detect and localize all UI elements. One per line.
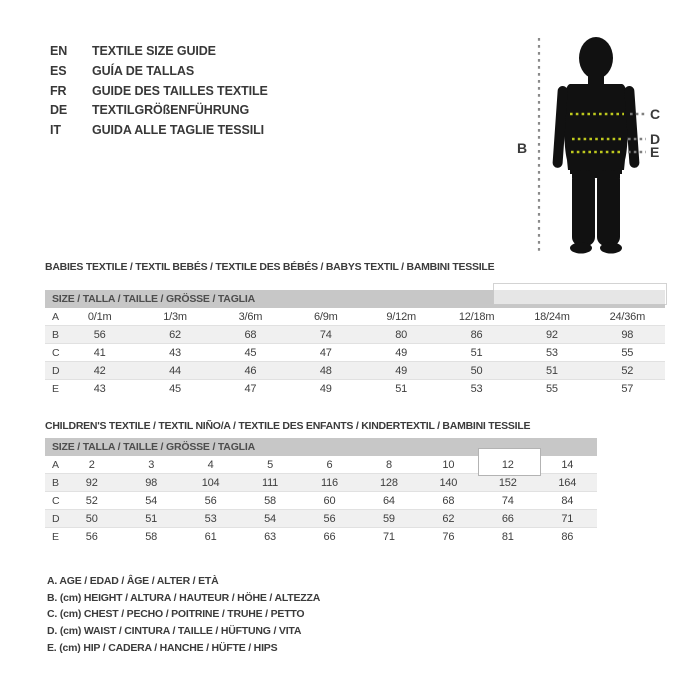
table-cell: 63 — [264, 530, 276, 543]
row-label: A — [52, 310, 59, 323]
table-cell: 41 — [93, 346, 106, 359]
children-section-title: CHILDREN'S TEXTILE / TEXTIL NIÑO/A / TEXTILE DES ENFANTS / KINDERTEXTIL / BAMBINI TESSILE — [45, 420, 531, 432]
table-row — [45, 474, 597, 492]
table-cell: 74 — [288, 326, 363, 344]
row-label: B — [45, 326, 62, 344]
size-cell: 18/24m — [534, 310, 570, 323]
table-cell: 56 — [204, 494, 217, 507]
table-cell: 74 — [501, 494, 514, 507]
table-cell: 86 — [439, 326, 514, 344]
table-cell: 152 — [478, 474, 537, 492]
table-cell: 43 — [93, 382, 106, 395]
size-cell: 9/12m — [386, 310, 416, 323]
table-row — [45, 344, 665, 362]
language-row-es — [50, 62, 268, 82]
table-row — [45, 362, 665, 380]
measurement-figure — [500, 20, 700, 260]
table-cell: 52 — [85, 494, 98, 507]
size-cell: 14 — [561, 458, 574, 471]
language-label: GUIDA ALLE TAGLIE TESSILI — [92, 123, 265, 138]
row-label: B — [45, 474, 62, 492]
language-list — [50, 42, 268, 141]
size-cell: 12/18m — [458, 310, 495, 323]
table-cell: 45 — [169, 382, 181, 395]
table-cell: 53 — [181, 510, 240, 528]
table-row — [45, 510, 597, 528]
table-cell: 116 — [300, 474, 359, 492]
table-cell: 52 — [590, 362, 665, 380]
row-label: E — [52, 530, 59, 543]
table-cell: 54 — [240, 510, 299, 528]
table-row — [45, 456, 597, 474]
size-header-bar: SIZE / TALLA / TAILLE / GRÖSSE / TAGLIA — [45, 290, 665, 308]
child-silhouette-icon — [500, 20, 700, 260]
table-cell: 56 — [85, 530, 98, 543]
table-cell: 98 — [121, 474, 180, 492]
table-cell: 53 — [470, 382, 483, 395]
table-cell: 71 — [382, 530, 395, 543]
table-row — [45, 380, 665, 398]
table-cell: 164 — [538, 474, 598, 492]
table-cell: 49 — [395, 346, 408, 359]
table-cell: 60 — [323, 494, 336, 507]
row-label: E — [52, 382, 59, 395]
table-cell: 71 — [538, 510, 598, 528]
legend-item-age: A. AGE / EDAD / ÂGE / ALTER / ETÀ — [47, 575, 219, 587]
language-label: GUIDE DES TAILLES TEXTILE — [92, 83, 268, 98]
table-cell: 104 — [181, 474, 240, 492]
size-cell: 4 — [207, 458, 214, 471]
table-cell: 51 — [395, 382, 408, 395]
table-cell: 51 — [514, 362, 589, 380]
table-cell: 54 — [145, 494, 158, 507]
row-label: A — [52, 458, 59, 471]
measurement-legend — [47, 573, 320, 657]
table-cell: 92 — [62, 474, 121, 492]
figure-label-e: E — [650, 144, 660, 160]
size-cell: 2 — [88, 458, 95, 471]
size-cell: 3/6m — [238, 310, 263, 323]
row-label: D — [45, 362, 62, 380]
table-cell: 59 — [359, 510, 418, 528]
language-code: EN — [50, 44, 68, 58]
table-cell: 56 — [300, 510, 359, 528]
table-cell: 86 — [561, 530, 574, 543]
size-header-bar: SIZE / TALLA / TAILLE / GRÖSSE / TAGLIA — [45, 438, 597, 456]
figure-label-d: D — [650, 131, 661, 147]
table-cell: 92 — [514, 326, 589, 344]
row-label: C — [52, 346, 60, 359]
table-cell: 81 — [501, 530, 514, 543]
language-label: TEXTILGRÖßENFÜHRUNG — [92, 103, 250, 118]
table-cell: 49 — [364, 362, 439, 380]
language-code: FR — [50, 83, 67, 98]
table-row — [45, 492, 597, 510]
size-cell: 10 — [442, 458, 455, 471]
row-label: D — [45, 510, 62, 528]
table-cell: 68 — [442, 494, 455, 507]
table-cell: 44 — [137, 362, 212, 380]
language-code: DE — [50, 103, 68, 118]
table-cell: 66 — [478, 510, 537, 528]
table-cell: 53 — [546, 346, 558, 359]
table-cell: 50 — [439, 362, 514, 380]
table-cell: 58 — [264, 494, 276, 507]
legend-item-waist: D. (cm) WAIST / CINTURA / TAILLE / HÜFTUNG / VITA — [47, 625, 302, 638]
table-cell: 62 — [419, 510, 478, 528]
table-cell: 49 — [319, 382, 332, 395]
table-cell: 42 — [62, 362, 137, 380]
table-cell: 58 — [145, 530, 158, 543]
table-row — [45, 308, 665, 326]
size-cell: 8 — [385, 458, 392, 471]
table-cell: 61 — [204, 530, 217, 543]
size-cell: 5 — [267, 458, 273, 471]
table-cell: 51 — [121, 510, 180, 528]
figure-label-b: B — [517, 140, 528, 156]
size-cell: 6/9m — [313, 310, 338, 323]
table-cell: 55 — [546, 382, 558, 395]
babies-table — [45, 290, 665, 397]
table-cell: 43 — [169, 346, 181, 359]
table-cell: 68 — [213, 326, 288, 344]
table-cell: 76 — [442, 530, 455, 543]
legend-item-chest: C. (cm) CHEST / PECHO / POITRINE / TRUHE / PETTO — [47, 608, 305, 621]
table-cell: 47 — [244, 382, 257, 395]
size-cell: 1/3m — [163, 310, 187, 323]
size-cell: 6 — [326, 458, 333, 471]
size-cell: 12 — [501, 458, 514, 471]
table-cell: 84 — [561, 494, 574, 507]
language-row-it — [50, 121, 268, 141]
table-cell: 57 — [621, 382, 634, 395]
table-cell: 47 — [319, 346, 332, 359]
table-cell: 66 — [323, 530, 336, 543]
table-cell: 80 — [364, 326, 439, 344]
language-label: GUÍA DE TALLAS — [92, 63, 195, 78]
language-code: ES — [50, 63, 67, 78]
table-cell: 128 — [359, 474, 418, 492]
language-row-fr — [50, 82, 268, 102]
children-table — [45, 438, 597, 545]
table-cell: 45 — [244, 346, 257, 359]
language-row-de — [50, 101, 268, 121]
babies-section-title: BABIES TEXTILE / TEXTIL BEBÉS / TEXTILE DES BÉBÉS / BABYS TEXTIL / BAMBINI TESSILE — [45, 261, 495, 273]
table-row — [45, 326, 665, 344]
size-cell: 3 — [148, 458, 155, 471]
legend-item-height: B. (cm) HEIGHT / ALTURA / HAUTEUR / HÖHE / ALTEZZA — [47, 591, 321, 604]
table-cell: 51 — [470, 346, 483, 359]
table-cell: 56 — [62, 326, 137, 344]
figure-label-c: C — [650, 106, 661, 122]
table-cell: 50 — [62, 510, 121, 528]
babies-pasted-box-artifact — [493, 283, 667, 305]
language-label: TEXTILE SIZE GUIDE — [92, 44, 216, 58]
size-cell: 0/1m — [87, 310, 112, 323]
language-code: IT — [50, 123, 61, 138]
table-cell: 98 — [590, 326, 665, 344]
table-cell: 64 — [382, 494, 395, 507]
table-row — [45, 528, 597, 546]
table-cell: 62 — [137, 326, 212, 344]
table-cell: 46 — [213, 362, 288, 380]
table-cell: 48 — [288, 362, 363, 380]
table-cell: 111 — [240, 474, 299, 492]
legend-item-hip: E. (cm) HIP / CADERA / HANCHE / HÜFTE / HIPS — [47, 641, 278, 654]
size-cell: 24/36m — [609, 310, 646, 323]
table-cell: 55 — [621, 346, 634, 359]
row-label: C — [52, 494, 60, 507]
table-cell: 140 — [419, 474, 478, 492]
language-row-en — [50, 42, 268, 62]
